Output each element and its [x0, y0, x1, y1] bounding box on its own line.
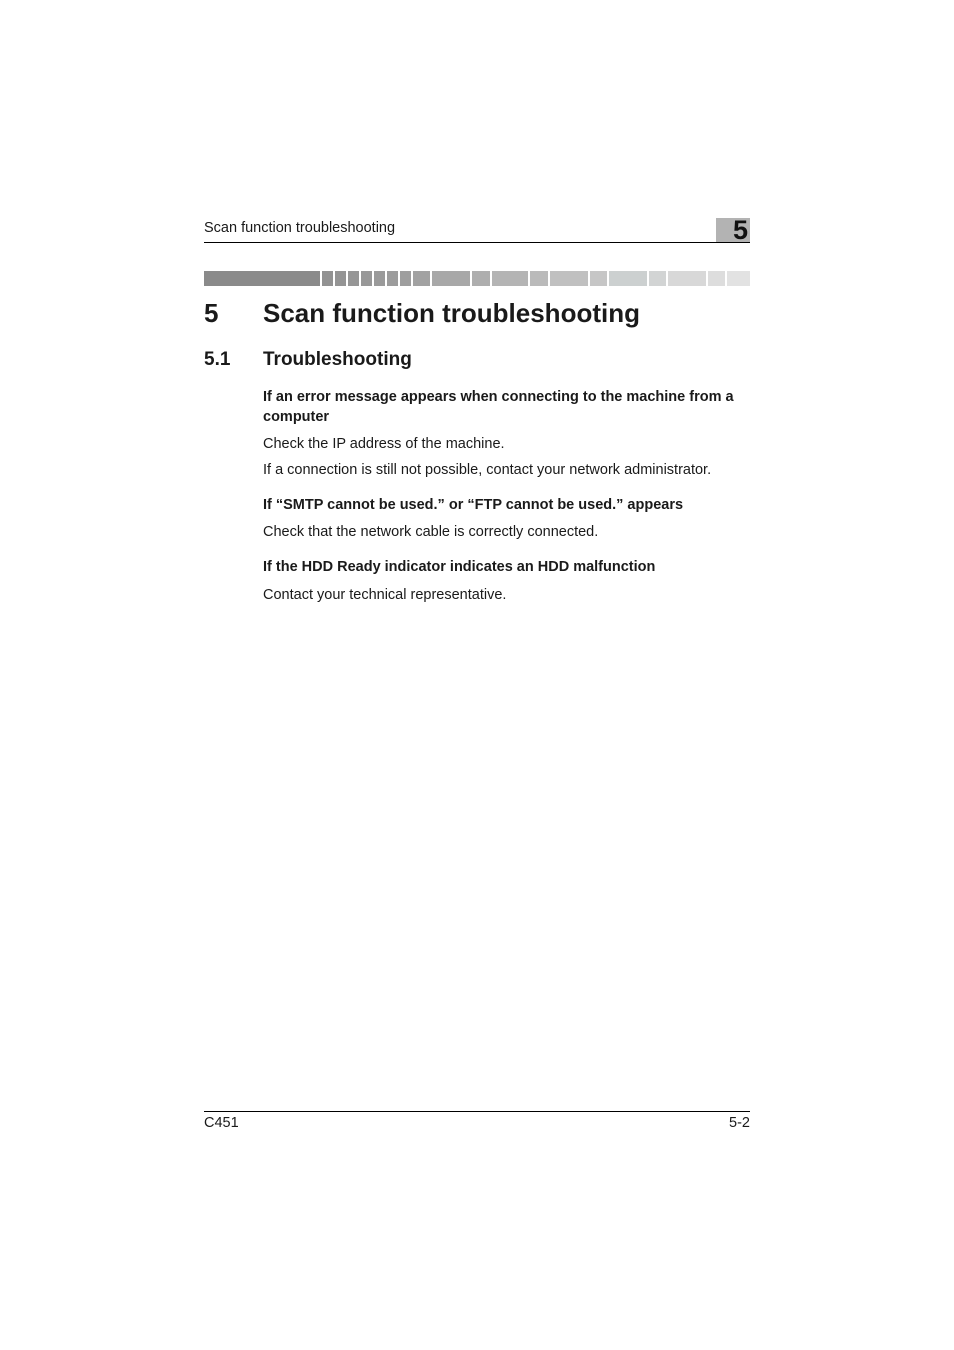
gradient-segment	[204, 271, 322, 286]
gradient-segment	[530, 271, 550, 286]
troubleshooting-item	[263, 495, 750, 542]
gradient-segment	[492, 271, 531, 286]
troubleshooting-item	[263, 557, 750, 605]
gradient-segment	[668, 271, 708, 286]
item-paragraph: Check the IP address of the machine.	[263, 436, 505, 452]
gradient-segment	[348, 271, 361, 286]
footer-model: C451	[204, 1115, 239, 1131]
gradient-segment	[472, 271, 492, 286]
gradient-segment	[322, 271, 335, 286]
gradient-segment	[374, 271, 387, 286]
gradient-segment	[550, 271, 590, 286]
decorative-gradient-bar	[204, 271, 750, 286]
chapter-title-text: Scan function troubleshooting	[263, 298, 640, 328]
chapter-tab-number: 5	[732, 215, 748, 245]
section-number: 5.1	[204, 349, 231, 370]
item-paragraph: If a connection is still not possible, contact your network administrator.	[263, 462, 712, 478]
gradient-segment	[400, 271, 413, 286]
header-rule	[204, 242, 750, 243]
gradient-segment	[708, 271, 727, 286]
footer-page-number: 5-2	[729, 1115, 750, 1131]
chapter-number: 5	[204, 298, 219, 328]
footer-rule	[204, 1111, 750, 1112]
gradient-segment	[361, 271, 374, 286]
chapter-tab	[716, 215, 750, 245]
gradient-segment	[727, 271, 750, 286]
item-paragraph: Contact your technical representative.	[263, 587, 507, 603]
gradient-segment	[590, 271, 609, 286]
gradient-segment	[387, 271, 400, 286]
gradient-segment	[413, 271, 432, 286]
troubleshooting-item	[263, 387, 750, 480]
item-heading: If an error message appears when connecting to the machine from a computer	[263, 389, 734, 425]
item-heading: If “SMTP cannot be used.” or “FTP cannot be used.” appears	[263, 497, 684, 513]
running-header: Scan function troubleshooting	[204, 220, 396, 236]
item-heading: If the HDD Ready indicator indicates an HDD malfunction	[263, 559, 656, 575]
item-paragraph: Check that the network cable is correctly connected.	[263, 524, 599, 540]
gradient-segment	[649, 271, 668, 286]
gradient-segment	[432, 271, 472, 286]
gradient-segment	[609, 271, 649, 286]
section-title-text: Troubleshooting	[263, 349, 412, 370]
gradient-segment	[335, 271, 348, 286]
